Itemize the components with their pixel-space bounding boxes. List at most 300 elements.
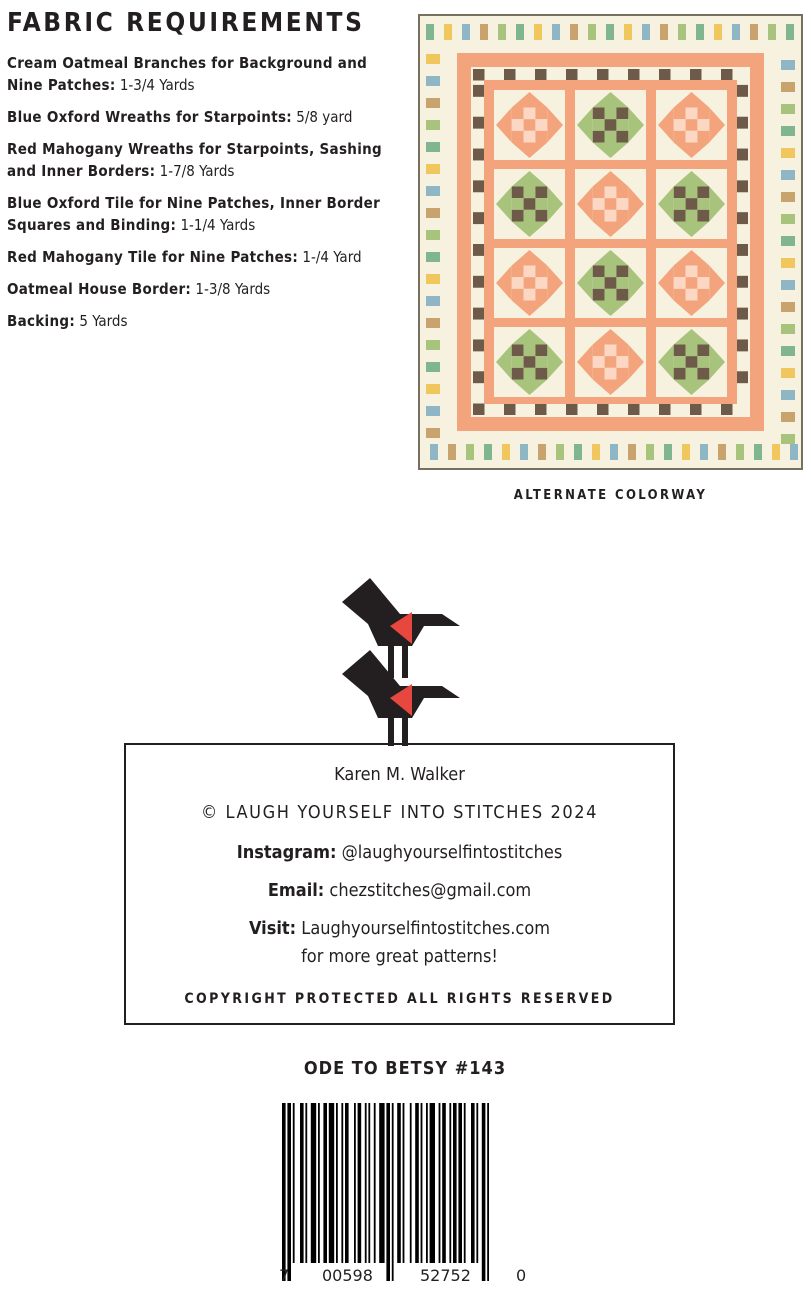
nine-patch-square (605, 356, 617, 368)
nine-patch-square (524, 210, 536, 222)
nine-patch-square (605, 108, 617, 120)
nine-patch-square (593, 198, 605, 210)
nine-patch-square (605, 198, 617, 210)
requirement-label: Red Mahogany Wreaths for Starpoints, Sashing and Inner Borders: (7, 140, 382, 180)
checker-square (473, 117, 485, 129)
nine-patch-square (535, 368, 547, 380)
border-house (444, 24, 452, 40)
border-tree (426, 208, 440, 218)
requirement-label: Blue Oxford Tile for Nine Patches, Inner Border Squares and Binding: (7, 194, 381, 234)
checker-square (504, 69, 516, 81)
barcode-bar (368, 1103, 370, 1263)
border-house (678, 24, 686, 40)
nine-patch-square (524, 266, 536, 278)
nine-patch-square (697, 210, 709, 222)
border-house (718, 444, 726, 460)
nine-patch-square (535, 210, 547, 222)
nine-patch-square (697, 368, 709, 380)
nine-patch-square (593, 187, 605, 199)
border-house (768, 24, 776, 40)
barcode-digit-last: 0 (516, 1266, 527, 1285)
nine-patch-square (686, 277, 698, 289)
checker-square (721, 404, 733, 416)
border-house (696, 24, 704, 40)
border-house (624, 24, 632, 40)
nine-patch-square (593, 266, 605, 278)
border-tree (781, 236, 795, 246)
nine-patch-square (593, 345, 605, 357)
border-tree (781, 60, 795, 70)
barcode-bar (318, 1103, 320, 1263)
border-house (570, 24, 578, 40)
requirement-amount: 1-3/8 Yards (195, 280, 271, 298)
barcode-bar (354, 1103, 356, 1263)
barcode-bar (329, 1103, 334, 1263)
requirement-item (7, 278, 402, 300)
requirement-item (7, 52, 402, 96)
nine-patch-square (512, 368, 524, 380)
nine-patch-square (686, 119, 698, 131)
barcode-image (270, 1103, 540, 1288)
border-house (574, 444, 582, 460)
nine-patch-square (524, 277, 536, 289)
nine-patch-square (686, 198, 698, 210)
border-house (732, 24, 740, 40)
border-house (426, 24, 434, 40)
nine-patch-square (686, 289, 698, 301)
nine-patch-square (697, 131, 709, 143)
nine-patch-square (524, 119, 536, 131)
requirement-item (7, 106, 402, 128)
barcode-bar (311, 1103, 316, 1263)
nine-patch-square (593, 131, 605, 143)
barcode-bar (430, 1103, 435, 1263)
requirement-label: Red Mahogany Tile for Nine Patches: (7, 248, 299, 266)
checker-square (736, 276, 748, 288)
quilt-image (418, 14, 803, 470)
nine-patch-square (674, 289, 686, 301)
nine-patch-square (616, 108, 628, 120)
border-house (750, 24, 758, 40)
border-tree (426, 230, 440, 240)
border-tree (426, 428, 440, 438)
border-house (498, 24, 506, 40)
border-tree (426, 54, 440, 64)
border-tree (781, 214, 795, 224)
barcode-bar (386, 1103, 390, 1281)
nine-patch-square (512, 131, 524, 143)
nine-patch-square (512, 210, 524, 222)
nine-patch-square (674, 368, 686, 380)
nine-patch-square (593, 210, 605, 222)
nine-patch-square (674, 356, 686, 368)
nine-patch-square (616, 198, 628, 210)
border-tree (781, 434, 795, 444)
nine-patch-square (686, 368, 698, 380)
nine-patch-square (674, 131, 686, 143)
instagram-label: Instagram: (236, 842, 337, 863)
nine-patch-square (697, 187, 709, 199)
nine-patch-square (697, 345, 709, 357)
border-house (772, 444, 780, 460)
border-tree (781, 324, 795, 334)
nine-patch-square (686, 266, 698, 278)
barcode-bar (358, 1103, 362, 1263)
barcode-bar (439, 1103, 441, 1263)
nine-patch-square (616, 345, 628, 357)
nine-patch-square (605, 277, 617, 289)
nine-patch-square (616, 119, 628, 131)
border-tree (781, 258, 795, 268)
nine-patch-square (593, 108, 605, 120)
nine-patch-square (686, 345, 698, 357)
requirement-amount: 1-3/4 Yards (119, 76, 195, 94)
checker-square (597, 69, 609, 81)
nine-patch-square (535, 277, 547, 289)
checker-square (736, 212, 748, 224)
border-tree (781, 192, 795, 202)
requirement-amount: 1-1/4 Yards (180, 216, 256, 234)
email-address[interactable]: chezstitches@gmail.com (329, 880, 532, 901)
requirement-label: Backing: (7, 312, 76, 330)
nine-patch-square (605, 210, 617, 222)
nine-patch-square (524, 368, 536, 380)
nine-patch-square (616, 356, 628, 368)
border-tree (781, 148, 795, 158)
nine-patch-square (535, 131, 547, 143)
nine-patch-square (616, 277, 628, 289)
checker-square (566, 404, 578, 416)
barcode-bar (458, 1103, 462, 1263)
checker-square (473, 149, 485, 161)
border-house (736, 444, 744, 460)
barcode-bar (282, 1103, 286, 1281)
barcode-bar (453, 1103, 457, 1263)
barcode-bar (471, 1103, 475, 1263)
checker-square (473, 308, 485, 320)
nine-patch-square (605, 131, 617, 143)
border-tree (781, 126, 795, 136)
barcode-digit-first: 7 (279, 1266, 290, 1285)
border-house (754, 444, 762, 460)
requirement-label: Oatmeal House Border: (7, 280, 192, 298)
border-house (516, 24, 524, 40)
barcode-bar (482, 1103, 486, 1281)
border-tree (426, 340, 440, 350)
nine-patch-square (686, 210, 698, 222)
nine-patch-square (512, 289, 524, 301)
nine-patch-square (605, 345, 617, 357)
nine-patch-square (512, 266, 524, 278)
barcode-bar (379, 1103, 384, 1263)
checker-square (690, 404, 702, 416)
nine-patch-square (616, 266, 628, 278)
border-house (448, 444, 456, 460)
border-house (790, 444, 798, 460)
border-tree (426, 98, 440, 108)
border-tree (781, 104, 795, 114)
border-tree (781, 346, 795, 356)
barcode-bar (287, 1103, 291, 1281)
border-tree (426, 384, 440, 394)
border-house (714, 24, 722, 40)
nine-patch-square (512, 345, 524, 357)
nine-patch-square (535, 119, 547, 131)
border-house (534, 24, 542, 40)
checker-square (736, 339, 748, 351)
rights-notice: COPYRIGHT PROTECTED ALL RIGHTS RESERVED (184, 991, 615, 1007)
nine-patch-square (697, 356, 709, 368)
nine-patch-square (605, 187, 617, 199)
contact-box (124, 743, 675, 1025)
barcode-bar (464, 1103, 466, 1263)
nine-patch-square (605, 289, 617, 301)
checker-square (736, 85, 748, 97)
checker-square (473, 404, 485, 416)
nine-patch-square (697, 108, 709, 120)
requirement-amount: 5/8 yard (296, 108, 353, 126)
border-tree (781, 302, 795, 312)
border-tree (781, 82, 795, 92)
nine-patch-square (512, 119, 524, 131)
barcode-bar (345, 1103, 349, 1263)
border-house (682, 444, 690, 460)
nine-patch-square (593, 368, 605, 380)
nine-patch-square (535, 345, 547, 357)
barcode-bar (374, 1103, 376, 1263)
nine-patch-square (524, 345, 536, 357)
visit-label: Visit: (248, 918, 297, 939)
nine-patch-square (674, 345, 686, 357)
checker-square (659, 404, 671, 416)
border-house (606, 24, 614, 40)
nine-patch-square (535, 108, 547, 120)
requirement-label: Cream Oatmeal Branches for Background and Nine Patches: (7, 54, 368, 94)
border-house (646, 444, 654, 460)
requirement-item (7, 192, 402, 236)
border-house (552, 24, 560, 40)
nine-patch-square (616, 368, 628, 380)
border-house (592, 444, 600, 460)
nine-patch-square (674, 187, 686, 199)
nine-patch-square (593, 356, 605, 368)
border-tree (781, 280, 795, 290)
nine-patch-square (524, 356, 536, 368)
instagram-line (126, 841, 673, 865)
border-house (664, 444, 672, 460)
barcode-bar (426, 1103, 428, 1263)
nine-patch-square (605, 266, 617, 278)
border-house (700, 444, 708, 460)
border-house (502, 444, 510, 460)
checker-square (535, 404, 547, 416)
border-house (484, 444, 492, 460)
nine-patch-square (524, 198, 536, 210)
checker-square (736, 180, 748, 192)
requirement-item (7, 138, 402, 182)
border-tree (426, 186, 440, 196)
border-tree (781, 412, 795, 422)
barcode-bar (365, 1103, 367, 1263)
designer-name: Karen M. Walker (334, 764, 465, 785)
barcode-digits-right: 52752 (420, 1266, 471, 1285)
checker-square (473, 212, 485, 224)
border-tree (426, 252, 440, 262)
requirement-amount: 5 Yards (79, 312, 128, 330)
nine-patch-square (605, 368, 617, 380)
nine-patch-square (674, 108, 686, 120)
nine-patch-square (512, 187, 524, 199)
email-label: Email: (267, 880, 325, 901)
nine-patch-square (512, 198, 524, 210)
checker-square (566, 69, 578, 81)
border-house (520, 444, 528, 460)
email-line (126, 879, 673, 903)
border-tree (781, 368, 795, 378)
checker-square (736, 117, 748, 129)
border-tree (426, 274, 440, 284)
crow-logo (340, 578, 460, 746)
barcode-bar (293, 1103, 295, 1263)
nine-patch-square (535, 356, 547, 368)
nine-patch-square (697, 119, 709, 131)
checker-square (473, 371, 485, 383)
border-tree (781, 170, 795, 180)
checker-square (736, 371, 748, 383)
barcode-bar (300, 1103, 304, 1263)
barcode-bar (476, 1103, 478, 1263)
nine-patch-square (524, 108, 536, 120)
requirement-item (7, 246, 402, 268)
barcode-bar (323, 1103, 327, 1263)
checker-square (736, 308, 748, 320)
border-house (462, 24, 470, 40)
checker-square (628, 69, 640, 81)
barcode-bar (336, 1103, 338, 1263)
nine-patch-square (674, 266, 686, 278)
checker-square (473, 339, 485, 351)
nine-patch-square (697, 198, 709, 210)
nine-patch-square (616, 210, 628, 222)
website-link[interactable]: Laughyourselfintostitches.com (301, 918, 551, 939)
barcode-bar (421, 1103, 423, 1263)
checker-square (473, 85, 485, 97)
nine-patch-square (616, 131, 628, 143)
nine-patch-square (674, 119, 686, 131)
requirement-item (7, 310, 402, 332)
border-tree (781, 390, 795, 400)
border-house (610, 444, 618, 460)
border-house (642, 24, 650, 40)
checker-square (690, 69, 702, 81)
checker-square (473, 276, 485, 288)
checker-square (628, 404, 640, 416)
barcode-bar (449, 1103, 451, 1263)
barcode-bar (442, 1103, 446, 1263)
border-tree (426, 76, 440, 86)
border-tree (426, 362, 440, 372)
page-title: FABRIC REQUIREMENTS (7, 8, 365, 38)
border-house (466, 444, 474, 460)
barcode-bar (403, 1103, 405, 1263)
border-house (480, 24, 488, 40)
checker-square (535, 69, 547, 81)
nine-patch-square (616, 289, 628, 301)
requirement-amount: 1-/4 Yard (302, 248, 362, 266)
nine-patch-square (535, 289, 547, 301)
border-tree (426, 318, 440, 328)
border-house (786, 24, 794, 40)
barcode-bar (305, 1103, 307, 1263)
border-house (628, 444, 636, 460)
requirement-label: Blue Oxford Wreaths for Starpoints: (7, 108, 292, 126)
nine-patch-square (535, 266, 547, 278)
barcode-bar (397, 1103, 401, 1263)
border-house (538, 444, 546, 460)
nine-patch-square (686, 108, 698, 120)
checker-square (504, 404, 516, 416)
quilt-caption: ALTERNATE COLORWAY (513, 488, 708, 503)
pattern-name: ODE TO BETSY #143 (303, 1058, 507, 1079)
nine-patch-square (593, 119, 605, 131)
nine-patch-square (697, 289, 709, 301)
nine-patch-square (686, 187, 698, 199)
border-tree (426, 142, 440, 152)
checker-square (736, 244, 748, 256)
barcode-bar (392, 1103, 394, 1281)
nine-patch-square (593, 277, 605, 289)
nine-patch-square (616, 187, 628, 199)
checker-square (473, 180, 485, 192)
checker-square (721, 69, 733, 81)
requirement-amount: 1-7/8 Yards (159, 162, 235, 180)
border-tree (426, 296, 440, 306)
barcode-bar (410, 1103, 412, 1263)
nine-patch-square (686, 131, 698, 143)
checker-square (736, 149, 748, 161)
checker-square (659, 69, 671, 81)
nine-patch-square (674, 210, 686, 222)
nine-patch-square (535, 198, 547, 210)
nine-patch-square (697, 266, 709, 278)
instagram-handle[interactable]: @laughyourselfintostitches (341, 842, 563, 863)
nine-patch-square (697, 277, 709, 289)
checker-square (473, 69, 485, 81)
checker-square (597, 404, 609, 416)
visit-line (126, 917, 673, 941)
border-house (556, 444, 564, 460)
border-house (660, 24, 668, 40)
nine-patch-square (674, 277, 686, 289)
barcode-bar (415, 1103, 419, 1263)
crow-lower (342, 650, 460, 746)
border-tree (426, 406, 440, 416)
nine-patch-square (605, 119, 617, 131)
copyright-line: © LAUGH YOURSELF INTO STITCHES 2024 (200, 802, 599, 823)
nine-patch-square (535, 187, 547, 199)
barcode-bar (487, 1103, 489, 1281)
nine-patch-square (686, 356, 698, 368)
visit-subline: for more great patterns! (301, 946, 498, 967)
nine-patch-square (524, 131, 536, 143)
checker-square (473, 244, 485, 256)
barcode-bar (341, 1103, 343, 1263)
nine-patch-square (512, 277, 524, 289)
border-house (588, 24, 596, 40)
border-tree (426, 120, 440, 130)
nine-patch-square (524, 187, 536, 199)
nine-patch-square (524, 289, 536, 301)
